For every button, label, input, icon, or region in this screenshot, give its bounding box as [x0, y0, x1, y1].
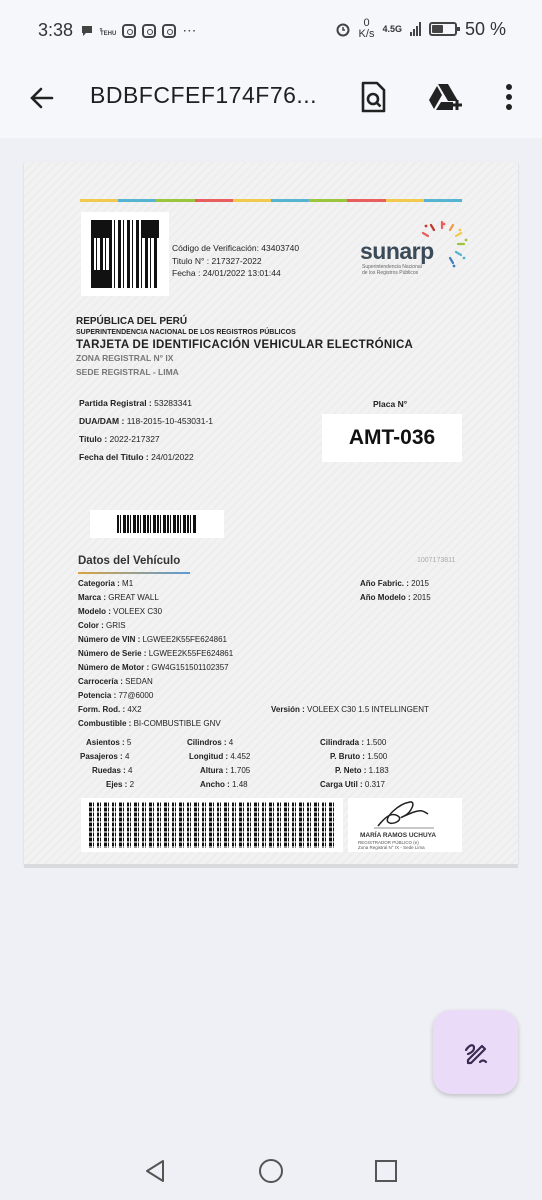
serie-value: LGWEE2K55FE624861	[148, 649, 234, 658]
field-ejes	[106, 780, 134, 789]
field-pneto	[335, 766, 389, 775]
sunarp-logo	[360, 218, 470, 278]
modelo-label: Modelo :	[78, 607, 111, 616]
carroceria-value: SEDAN	[125, 677, 153, 686]
search-document-button[interactable]	[354, 78, 392, 116]
fecha-titulo	[79, 452, 194, 462]
anio-modelo-label: Año Modelo :	[360, 593, 411, 602]
formrod-label: Form. Rod. :	[78, 705, 126, 714]
battery-percent: 50 %	[464, 18, 506, 39]
version-value: VOLEEX C30 1.5 INTELLINGENT	[307, 705, 429, 714]
version-label: Versión :	[271, 705, 305, 714]
field-potencia	[78, 691, 153, 700]
edit-sign-icon	[460, 1036, 492, 1068]
network-speed	[359, 18, 375, 40]
ruedas-label: Ruedas :	[92, 766, 126, 775]
datos-underline	[78, 572, 190, 574]
modelo-value: VOLEEX C30	[113, 607, 163, 616]
verification-fecha: Fecha : 24/01/2022 13:01:44	[172, 268, 281, 278]
sunarp-sub1: Superintendencia Nacional	[362, 264, 422, 270]
sign-fab-button[interactable]	[433, 1010, 518, 1094]
notification-icons	[80, 22, 196, 39]
field-cilindros	[187, 738, 233, 747]
more-options-button[interactable]	[490, 78, 528, 116]
nav-home-icon	[258, 1158, 284, 1184]
signer-role-line: REGISTRADOR PÚBLICO (e)	[358, 840, 419, 845]
app-bar	[0, 60, 542, 138]
titulo-label: Titulo :	[79, 434, 108, 444]
potencia-label: Potencia :	[78, 691, 117, 700]
signer-zone-line: Zona Registral N° IX - Sede Lima	[358, 845, 425, 850]
speed-unit: K/s	[358, 28, 375, 40]
speed-value: 0	[363, 17, 370, 29]
field-pbruto	[330, 752, 387, 761]
field-categoria	[78, 579, 133, 588]
carga-value: 0.317	[364, 780, 385, 789]
signal-icon	[410, 22, 421, 36]
handwritten-signature	[348, 798, 462, 834]
placa-value: AMT-036	[322, 414, 462, 462]
status-right	[335, 18, 506, 40]
field-version	[271, 705, 429, 714]
field-carga-util	[320, 780, 385, 789]
nav-recents-button[interactable]	[373, 1158, 399, 1184]
document-serial: 1007173811	[417, 557, 456, 564]
more-vert-icon	[505, 83, 513, 111]
signer-role	[358, 840, 425, 850]
cilindros-label: Cilindros :	[187, 738, 227, 747]
titulo	[79, 434, 160, 444]
anio-modelo-value: 2015	[412, 593, 431, 602]
field-color	[78, 621, 126, 630]
sunarp-wordmark: sunarp	[360, 238, 434, 264]
verification-code: Código de Verificación: 43403740	[172, 243, 300, 253]
color-label: Color :	[78, 621, 104, 630]
marca-label: Marca :	[78, 593, 107, 602]
field-pasajeros	[80, 752, 129, 761]
carroceria-label: Carrocería :	[78, 677, 123, 686]
header-superintendencia: SUPERINTENDENCIA NACIONAL DE LOS REGISTROS PÚBLICOS	[76, 329, 296, 336]
placa-label: Placa N°	[373, 399, 408, 409]
ancho-value: 1.48	[232, 780, 248, 789]
field-altura	[200, 766, 250, 775]
partida-value: 53283341	[154, 398, 192, 408]
nav-home-button[interactable]	[258, 1158, 284, 1184]
formrod-value: 4X2	[127, 705, 142, 714]
field-carroceria	[78, 677, 153, 686]
dua-dam	[79, 416, 213, 426]
longitud-label: Longitud :	[189, 752, 229, 761]
verification-info	[172, 242, 299, 280]
anio-fabric-label: Año Fabric. :	[360, 579, 409, 588]
field-combustible	[78, 719, 221, 728]
pasajeros-value: 4	[124, 752, 130, 761]
nav-back-icon	[144, 1159, 166, 1183]
fecha-label: Fecha del Titulo :	[79, 452, 149, 462]
chat-icon	[80, 24, 94, 38]
field-ancho	[200, 780, 248, 789]
header-republica: REPÚBLICA DEL PERÚ	[76, 316, 188, 327]
ejes-label: Ejes :	[106, 780, 128, 789]
field-vin	[78, 635, 227, 644]
pbruto-value: 1.500	[367, 752, 388, 761]
cilindrada-label: Cilindrada :	[320, 738, 365, 747]
header-zona: ZONA REGISTRAL N° IX	[76, 353, 174, 363]
field-anio-fabric	[360, 579, 429, 588]
datos-vehiculo-title: Datos del Vehículo	[78, 555, 181, 567]
signer-name: MARÍA RAMOS UCHUYA	[360, 832, 437, 839]
qr-code	[81, 212, 169, 296]
field-anio-modelo	[360, 593, 431, 602]
motor-label: Número de Motor :	[78, 663, 150, 672]
altura-label: Altura :	[200, 766, 228, 775]
titulo-value: 2022-217327	[109, 434, 160, 444]
status-time: 3:38	[38, 20, 74, 40]
instagram-icon	[162, 24, 176, 38]
color-value: GRIS	[106, 621, 126, 630]
color-stripe	[80, 199, 462, 202]
more-icon: ⋯	[182, 22, 197, 38]
nav-recents-icon	[374, 1159, 398, 1183]
status-bar	[0, 0, 542, 60]
cilindros-value: 4	[228, 738, 234, 747]
signature-block	[348, 798, 462, 852]
field-ruedas	[92, 766, 132, 775]
dua-value: 118-2015-10-453031-1	[126, 416, 214, 426]
cilindrada-value: 1.500	[366, 738, 387, 747]
pneto-label: P. Neto :	[335, 766, 367, 775]
field-marca	[78, 593, 159, 602]
nav-back-button[interactable]	[142, 1158, 168, 1184]
barcode-small	[90, 510, 224, 538]
document-title: BDBFCFEF174F76...	[90, 82, 318, 108]
combustible-value: BI-COMBUSTIBLE GNV	[133, 719, 221, 728]
network-type: 4.5G	[382, 23, 402, 34]
fecha-value: 24/01/2022	[151, 452, 194, 462]
field-motor	[78, 663, 229, 672]
back-button[interactable]	[24, 80, 60, 116]
field-asientos	[86, 738, 131, 747]
alarm-icon	[335, 21, 351, 37]
sunarp-sub2: de los Registros Públicos	[362, 270, 419, 276]
partida-label: Partida Registral :	[79, 398, 152, 408]
tehu-icon: ﮩ TEHU	[100, 24, 117, 37]
pneto-value: 1.183	[368, 766, 389, 775]
ancho-label: Ancho :	[200, 780, 230, 789]
anio-fabric-value: 2015	[411, 579, 429, 588]
ruedas-value: 4	[128, 766, 133, 775]
carga-label: Carga Util :	[320, 780, 363, 789]
vin-label: Número de VIN :	[78, 635, 141, 644]
back-arrow-icon	[28, 84, 56, 112]
field-modelo	[78, 607, 162, 616]
document-shadow	[24, 864, 518, 868]
combustible-label: Combustible :	[78, 719, 132, 728]
sunarp-subtitle	[362, 264, 422, 276]
field-cilindrada	[320, 738, 386, 747]
instagram-icon	[142, 24, 156, 38]
partida-registral	[79, 398, 192, 408]
pasajeros-label: Pasajeros :	[80, 752, 123, 761]
asientos-value: 5	[126, 738, 132, 747]
header-tarjeta: TARJETA DE IDENTIFICACIÓN VEHICULAR ELECTRÓNICA	[76, 339, 414, 351]
marca-value: GREAT WALL	[108, 593, 159, 602]
search-document-icon	[358, 81, 388, 113]
motor-value: GW4G151501102357	[151, 663, 229, 672]
categoria-value: M1	[122, 579, 134, 588]
pdf417-barcode	[81, 798, 343, 852]
vin-value: LGWEE2K55FE624861	[142, 635, 227, 644]
dua-label: DUA/DAM :	[79, 416, 125, 426]
serie-label: Número de Serie :	[78, 649, 147, 658]
field-formrod	[78, 705, 142, 714]
system-nav-bar	[0, 1142, 542, 1200]
altura-value: 1.705	[230, 766, 251, 775]
field-serie	[78, 649, 233, 658]
document-page[interactable]	[24, 162, 518, 864]
drive-add-icon	[427, 82, 463, 112]
drive-add-button[interactable]	[426, 78, 464, 116]
asientos-label: Asientos :	[86, 738, 125, 747]
longitud-value: 4.452	[230, 752, 251, 761]
battery-icon	[429, 22, 457, 36]
instagram-icon	[122, 24, 136, 38]
header-sede: SEDE REGISTRAL - LIMA	[76, 367, 179, 377]
ejes-value: 2	[129, 780, 135, 789]
pbruto-label: P. Bruto :	[330, 752, 365, 761]
verification-titulo: Titulo N° : 217327-2022	[172, 255, 262, 266]
potencia-value: 77@6000	[118, 691, 154, 700]
categoria-label: Categoria :	[78, 579, 120, 588]
field-longitud	[189, 752, 250, 761]
